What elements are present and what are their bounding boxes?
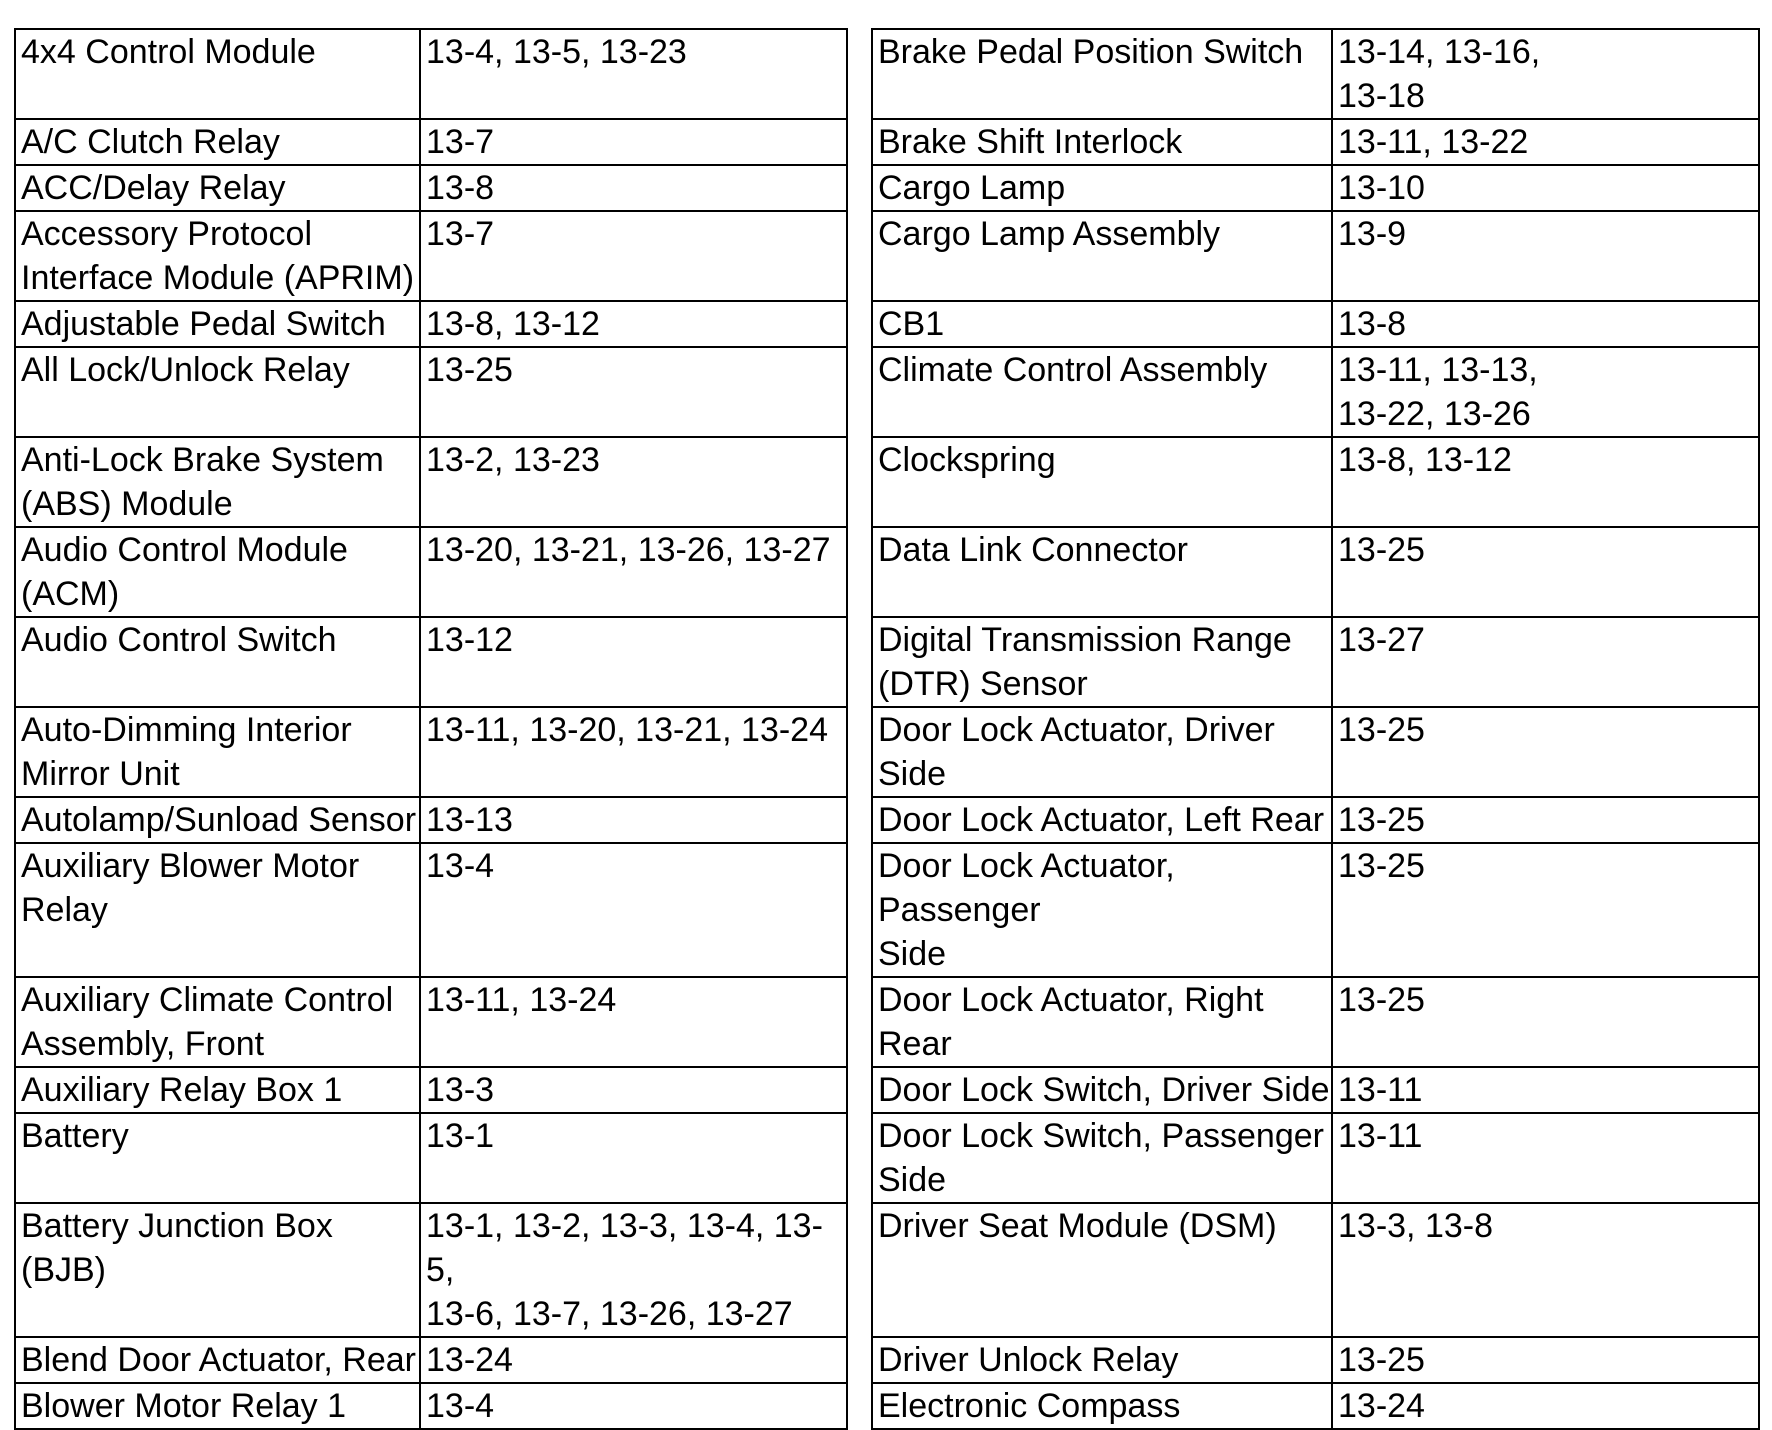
- column-gap: [847, 1383, 872, 1429]
- page-ref-cell: 13-4, 13-5, 13-23: [420, 29, 847, 119]
- page-ref-cell: 13-10: [1332, 165, 1759, 211]
- component-cell: 4x4 Control Module: [15, 29, 420, 119]
- page-ref-cell: 13-8, 13-12: [420, 301, 847, 347]
- page-ref-cell: 13-1: [420, 1113, 847, 1203]
- page-ref-cell: 13-13: [420, 797, 847, 843]
- component-cell: Anti-Lock Brake System (ABS) Module: [15, 437, 420, 527]
- page-ref-cell: 13-25: [1332, 977, 1759, 1067]
- table-row: [15, 797, 1759, 843]
- component-cell: Driver Seat Module (DSM): [872, 1203, 1332, 1337]
- page-ref-cell: 13-4: [420, 1383, 847, 1429]
- component-cell: Auxiliary Climate Control Assembly, Front: [15, 977, 420, 1067]
- column-gap: [847, 437, 872, 527]
- page-ref-cell: 13-24: [420, 1337, 847, 1383]
- page-ref-cell: 13-25: [1332, 1337, 1759, 1383]
- page-ref-cell: 13-2, 13-23: [420, 437, 847, 527]
- table-row: [15, 977, 1759, 1067]
- page-ref-cell: 13-8: [420, 165, 847, 211]
- table-row: [15, 437, 1759, 527]
- table-row: [15, 1203, 1759, 1337]
- component-cell: Audio Control Module (ACM): [15, 527, 420, 617]
- page-ref-cell: 13-8, 13-12: [1332, 437, 1759, 527]
- column-gap: [847, 1337, 872, 1383]
- column-gap: [847, 527, 872, 617]
- component-cell: Door Lock Actuator, Passenger Side: [872, 843, 1332, 977]
- table-row: [15, 1113, 1759, 1203]
- column-gap: [847, 347, 872, 437]
- page-ref-cell: 13-1, 13-2, 13-3, 13-4, 13-5, 13-6, 13-7, 13-26, 13-27: [420, 1203, 847, 1337]
- page-ref-cell: 13-11, 13-20, 13-21, 13-24: [420, 707, 847, 797]
- component-cell: Brake Shift Interlock: [872, 119, 1332, 165]
- table-row: [15, 843, 1759, 977]
- page-ref-cell: 13-11, 13-24: [420, 977, 847, 1067]
- component-cell: Autolamp/Sunload Sensor: [15, 797, 420, 843]
- page-ref-cell: 13-4: [420, 843, 847, 977]
- table-row: [15, 527, 1759, 617]
- component-cell: Door Lock Switch, Driver Side: [872, 1067, 1332, 1113]
- component-cell: Blend Door Actuator, Rear: [15, 1337, 420, 1383]
- column-gap: [847, 707, 872, 797]
- component-index-table: [14, 28, 1760, 1430]
- component-cell: All Lock/Unlock Relay: [15, 347, 420, 437]
- table-row: [15, 211, 1759, 301]
- component-cell: Adjustable Pedal Switch: [15, 301, 420, 347]
- component-cell: Cargo Lamp: [872, 165, 1332, 211]
- table-row: [15, 1383, 1759, 1429]
- page-ref-cell: 13-7: [420, 211, 847, 301]
- page-ref-cell: 13-25: [1332, 843, 1759, 977]
- component-cell: CB1: [872, 301, 1332, 347]
- column-gap: [847, 165, 872, 211]
- column-gap: [847, 843, 872, 977]
- component-cell: Door Lock Actuator, Right Rear: [872, 977, 1332, 1067]
- column-gap: [847, 119, 872, 165]
- page-ref-cell: 13-25: [1332, 707, 1759, 797]
- table-row: [15, 119, 1759, 165]
- column-gap: [847, 1067, 872, 1113]
- page-ref-cell: 13-25: [420, 347, 847, 437]
- table-row: [15, 707, 1759, 797]
- page-ref-cell: 13-25: [1332, 527, 1759, 617]
- page-ref-cell: 13-8: [1332, 301, 1759, 347]
- component-cell: ACC/Delay Relay: [15, 165, 420, 211]
- component-cell: Blower Motor Relay 1: [15, 1383, 420, 1429]
- page-ref-cell: 13-24: [1332, 1383, 1759, 1429]
- component-cell: Auto-Dimming Interior Mirror Unit: [15, 707, 420, 797]
- component-cell: Electronic Compass: [872, 1383, 1332, 1429]
- table-row: [15, 165, 1759, 211]
- column-gap: [847, 29, 872, 119]
- table-row: [15, 1067, 1759, 1113]
- table-row: [15, 29, 1759, 119]
- table-row: [15, 1337, 1759, 1383]
- column-gap: [847, 1203, 872, 1337]
- table-row: [15, 617, 1759, 707]
- component-cell: Cargo Lamp Assembly: [872, 211, 1332, 301]
- table-row: [15, 347, 1759, 437]
- component-cell: Data Link Connector: [872, 527, 1332, 617]
- page-ref-cell: 13-14, 13-16, 13-18: [1332, 29, 1759, 119]
- page-ref-cell: 13-11: [1332, 1113, 1759, 1203]
- component-cell: Audio Control Switch: [15, 617, 420, 707]
- column-gap: [847, 1113, 872, 1203]
- component-cell: Auxiliary Blower Motor Relay: [15, 843, 420, 977]
- page-ref-cell: 13-7: [420, 119, 847, 165]
- component-cell: Battery: [15, 1113, 420, 1203]
- page-ref-cell: 13-11: [1332, 1067, 1759, 1113]
- page-ref-cell: 13-11, 13-22: [1332, 119, 1759, 165]
- page-ref-cell: 13-11, 13-13, 13-22, 13-26: [1332, 347, 1759, 437]
- component-cell: Battery Junction Box (BJB): [15, 1203, 420, 1337]
- column-gap: [847, 617, 872, 707]
- component-cell: Climate Control Assembly: [872, 347, 1332, 437]
- column-gap: [847, 977, 872, 1067]
- component-cell: Digital Transmission Range (DTR) Sensor: [872, 617, 1332, 707]
- component-cell: Door Lock Actuator, Left Rear: [872, 797, 1332, 843]
- component-cell: Driver Unlock Relay: [872, 1337, 1332, 1383]
- page-ref-cell: 13-25: [1332, 797, 1759, 843]
- component-cell: Brake Pedal Position Switch: [872, 29, 1332, 119]
- component-cell: Accessory Protocol Interface Module (APRIM): [15, 211, 420, 301]
- component-cell: Clockspring: [872, 437, 1332, 527]
- component-cell: Door Lock Actuator, Driver Side: [872, 707, 1332, 797]
- column-gap: [847, 301, 872, 347]
- table-body: [15, 29, 1759, 1429]
- component-cell: Door Lock Switch, Passenger Side: [872, 1113, 1332, 1203]
- table-row: [15, 301, 1759, 347]
- page-ref-cell: 13-9: [1332, 211, 1759, 301]
- page-ref-cell: 13-20, 13-21, 13-26, 13-27: [420, 527, 847, 617]
- column-gap: [847, 797, 872, 843]
- page-ref-cell: 13-12: [420, 617, 847, 707]
- page-ref-cell: 13-27: [1332, 617, 1759, 707]
- page-ref-cell: 13-3, 13-8: [1332, 1203, 1759, 1337]
- component-cell: A/C Clutch Relay: [15, 119, 420, 165]
- page-ref-cell: 13-3: [420, 1067, 847, 1113]
- column-gap: [847, 211, 872, 301]
- component-cell: Auxiliary Relay Box 1: [15, 1067, 420, 1113]
